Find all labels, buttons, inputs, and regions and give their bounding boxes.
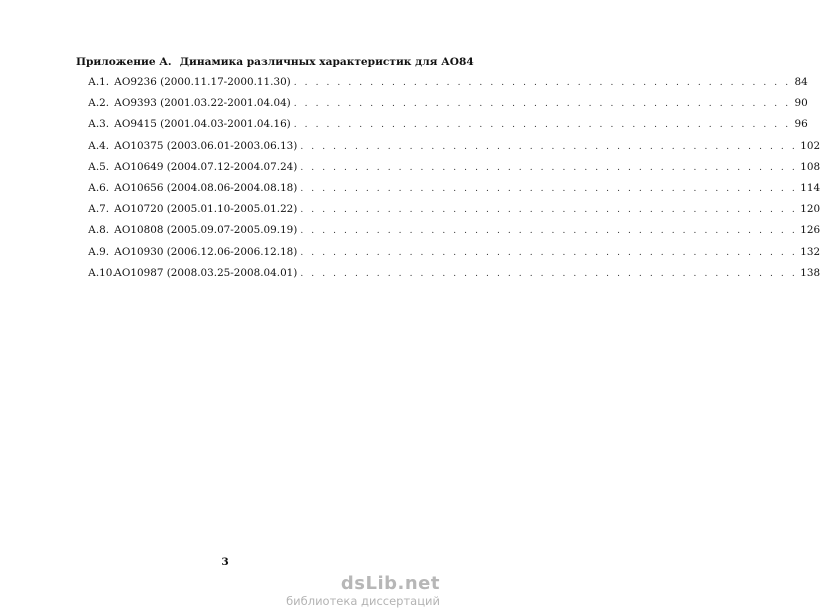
toc-entry-label: АО9415 (2001.04.03-2001.04.16) xyxy=(114,118,291,131)
toc-entry-number: А.10. xyxy=(88,266,116,279)
toc-entry xyxy=(88,139,820,161)
page-number: 3 xyxy=(221,556,229,568)
toc-heading xyxy=(76,56,474,68)
toc-entry xyxy=(88,97,808,118)
dot-leader xyxy=(294,120,791,130)
dot-leader xyxy=(300,269,797,279)
dot-leader xyxy=(300,184,797,194)
toc-entry-page: 114 xyxy=(800,181,820,194)
toc-entry-page: 132 xyxy=(800,245,820,258)
watermark-tagline: библиотека диссертаций xyxy=(286,594,440,608)
dot-leader xyxy=(294,99,791,109)
toc-entry-page: 108 xyxy=(800,160,820,173)
toc-entry-page: 120 xyxy=(800,203,820,216)
toc-entry-label: АО10987 (2008.03.25-2008.04.01) xyxy=(114,266,298,279)
toc-entry-label: АО9393 (2001.03.22-2001.04.04) xyxy=(114,97,291,110)
toc-entry xyxy=(88,245,820,267)
dot-leader xyxy=(294,78,791,88)
toc-entry xyxy=(88,224,820,245)
toc-entry-label: АО10808 (2005.09.07-2005.09.19) xyxy=(114,224,298,237)
toc-entry-number: А.6. xyxy=(88,181,110,194)
toc-entry-number: А.2. xyxy=(88,97,110,110)
toc-entry-label: АО10375 (2003.06.01-2003.06.13) xyxy=(114,139,298,152)
toc-entry-number: А.1. xyxy=(88,76,110,88)
appendix-title: Динамика различных характеристик для АО xyxy=(179,56,460,68)
toc-entry xyxy=(88,203,820,224)
toc-entry-page: 126 xyxy=(800,224,820,237)
toc-entry-page: 84 xyxy=(794,76,808,88)
toc-entry xyxy=(88,76,808,97)
toc-entry-number: А.4. xyxy=(88,139,110,152)
toc-entry-page: 96 xyxy=(794,118,808,131)
toc-entry-page: 90 xyxy=(794,97,808,110)
toc-entry-label: АО10930 (2006.12.06-2006.12.18) xyxy=(114,245,298,258)
dot-leader xyxy=(300,226,797,236)
toc-entry-label: АО10720 (2005.01.10-2005.01.22) xyxy=(114,203,298,216)
toc-entry-page: 138 xyxy=(800,266,820,279)
toc-entry-page: 102 xyxy=(800,139,820,152)
toc-entry xyxy=(88,160,820,182)
toc-entry-number: А.9. xyxy=(88,245,110,258)
toc-entry-label: АО9236 (2000.11.17-2000.11.30) xyxy=(114,76,291,88)
toc-entry xyxy=(88,266,820,288)
toc-entry-label: АО10649 (2004.07.12-2004.07.24) xyxy=(114,160,298,173)
watermark-logo: dsLib.net xyxy=(340,573,440,594)
toc-list xyxy=(88,76,820,288)
toc-entry xyxy=(88,181,820,203)
toc-entry-number: А.8. xyxy=(88,224,110,237)
toc-entry-label: АО10656 (2004.08.06-2004.08.18) xyxy=(114,181,298,194)
toc-entry-number: А.5. xyxy=(88,160,110,173)
dot-leader xyxy=(300,248,797,258)
appendix-page-number: 84 xyxy=(459,56,474,68)
toc-entry xyxy=(88,118,808,139)
dot-leader xyxy=(300,205,797,215)
watermark xyxy=(286,574,440,608)
dot-leader xyxy=(300,163,797,173)
toc-entry-number: А.7. xyxy=(88,203,110,216)
dot-leader xyxy=(300,142,797,152)
toc-entry-number: А.3. xyxy=(88,118,110,131)
appendix-label: Приложение А. xyxy=(76,56,172,68)
